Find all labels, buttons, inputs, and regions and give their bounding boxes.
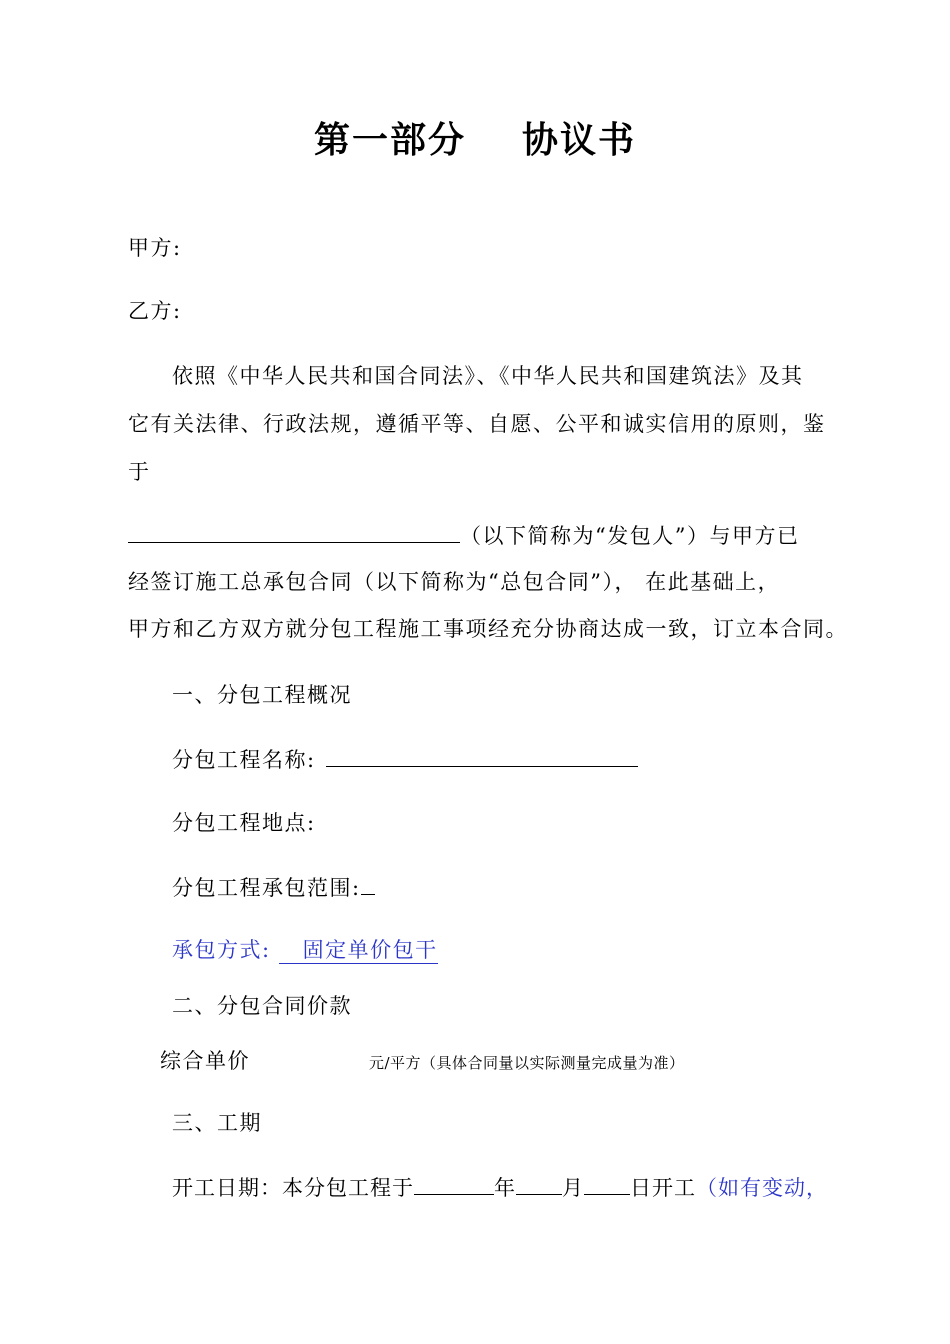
project-scope-blank [361, 872, 375, 895]
contract-method-row [172, 935, 438, 965]
project-name-blank [326, 744, 638, 767]
title-name: 协议书 [522, 119, 637, 161]
change-note: （如有变动， [696, 1176, 828, 1200]
year-blank [414, 1172, 494, 1195]
day-blank [584, 1172, 630, 1195]
employer-blank [128, 520, 460, 543]
start-date-row [172, 1172, 828, 1203]
unit-price-label: 综合单价 [160, 1049, 250, 1073]
project-scope-row [172, 872, 375, 903]
day-label: 日开工 [630, 1176, 696, 1200]
project-location-label: 分包工程地点: [172, 811, 316, 835]
paragraph-2-line-1 [128, 520, 799, 551]
contract-method-value: 固定单价包干 [279, 938, 438, 964]
paragraph-1-line-3: 于 [128, 460, 151, 484]
month-label: 月 [562, 1176, 584, 1200]
section-3-heading: 三、工期 [172, 1111, 262, 1135]
project-scope-label: 分包工程承包范围: [172, 876, 361, 900]
project-name-row [172, 744, 638, 775]
party-a-label: 甲方: [128, 236, 182, 260]
paragraph-2-line-3: 甲方和乙方双方就分包工程施工事项经充分协商达成一致，订立本合同。 [128, 617, 848, 641]
start-date-label: 开工日期：本分包工程于 [172, 1176, 414, 1200]
party-b-label: 乙方: [128, 299, 182, 323]
page-title [0, 112, 950, 168]
paragraph-2-line-2: 经签订施工总承包合同（以下简称为“总包合同”）， 在此基础上， [128, 570, 781, 594]
section-1-heading: 一、分包工程概况 [172, 683, 352, 707]
unit-price-note: 元/平方（具体合同量以实际测量完成量为准） [369, 1054, 685, 1072]
year-label: 年 [494, 1176, 516, 1200]
title-part: 第一部分 [313, 119, 466, 161]
section-2-heading: 二、分包合同价款 [172, 994, 352, 1018]
contract-method-label: 承包方式: [172, 938, 271, 962]
paragraph-1-line-1: 依照《中华人民共和国合同法》、《中华人民共和国建筑法》及其 [172, 364, 804, 388]
paragraph-1-line-2: 它有关法律、行政法规，遵循平等、自愿、公平和诚实信用的原则，鉴 [128, 412, 826, 436]
month-blank [516, 1172, 562, 1195]
project-name-label: 分包工程名称: [172, 748, 316, 772]
employer-clause: （以下简称为“发包人”）与甲方已 [460, 524, 800, 548]
